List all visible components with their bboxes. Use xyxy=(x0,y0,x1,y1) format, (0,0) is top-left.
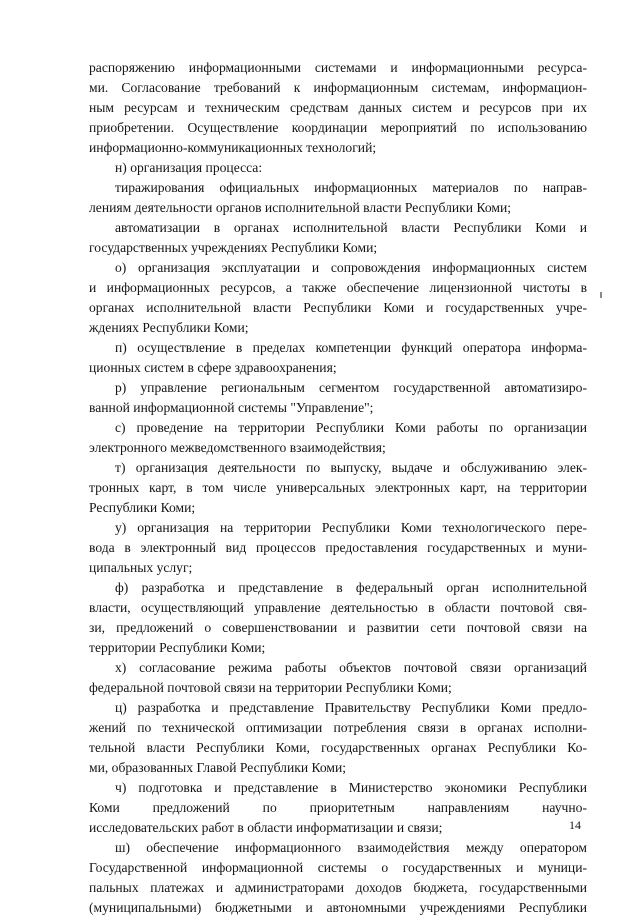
text-line: ф) разработка и представление в федеральный орган исполнительной xyxy=(115,580,587,595)
text-line: пальных платежах и администраторами доходов бюджета, государственными xyxy=(89,880,587,895)
text-line: (муниципальными) бюджетными и автономными учреждениями Республики xyxy=(89,900,587,915)
text-line: и информационных ресурсов, а также обеспечение лицензионной чистоты в xyxy=(89,280,587,295)
text-line: Республики Коми; xyxy=(89,500,196,515)
text-line: власти, осуществляющий управление деятельностью в области почтовой свя- xyxy=(89,600,587,615)
text-line: х) согласование режима работы объектов почтовой связи организаций xyxy=(115,660,587,675)
text-line: ц) разработка и представление Правительству Республики Коми предло- xyxy=(115,700,587,715)
text-line: тельной власти Республики Коми, государственных органах Республики Ко- xyxy=(89,740,587,755)
text-line: государственных учреждениях Республики Коми; xyxy=(89,240,378,255)
scan-artifact-mark xyxy=(600,292,602,298)
text-line: т) организация деятельности по выпуску, выдаче и обслуживанию элек- xyxy=(115,460,587,475)
text-line: распоряжению информационными системами и информационными ресурса- xyxy=(89,60,587,75)
text-line: ч) подготовка и представление в Министерство экономики Республики xyxy=(115,780,587,795)
text-line: п) осуществление в пределах компетенции функций оператора информа- xyxy=(115,340,587,355)
text-line: у) организация на территории Республики Коми технологического пере- xyxy=(115,520,587,535)
text-line: Коми предложений по приоритетным направлениям научно- xyxy=(89,800,587,815)
text-line: жений по технической оптимизации потребления связи в органах исполни- xyxy=(89,720,587,735)
text-line: автоматизации в органах исполнительной власти Республики Коми и xyxy=(115,220,587,235)
text-line: р) управление региональным сегментом государственной автоматизиро- xyxy=(115,380,587,395)
text-line: лениям деятельности органов исполнительной власти Республики Коми; xyxy=(89,200,512,215)
text-line: ционных систем в сфере здравоохранения; xyxy=(89,360,337,375)
text-line: ным ресурсам и техническим средствам данных систем и ресурсов при их xyxy=(89,100,587,115)
text-line: органах исполнительной власти Республики Коми и государственных учре- xyxy=(89,300,587,315)
text-line: с) проведение на территории Республики Коми работы по организации xyxy=(115,420,587,435)
text-line: ждениях Республики Коми; xyxy=(89,320,249,335)
page-number: 14 xyxy=(569,818,581,832)
text-line: электронного межведомственного взаимодействия; xyxy=(89,440,386,455)
text-line: о) организация эксплуатации и сопровождения информационных систем xyxy=(115,260,587,275)
text-line: информационно-коммуникационных технологий; xyxy=(89,140,377,155)
text-line: Государственной информационной системы о государственных и муници- xyxy=(89,860,587,875)
text-line: вода в электронный вид процессов предоставления государственных и муни- xyxy=(89,540,587,555)
text-line: ми. Согласование требований к информационным системам, информацион- xyxy=(89,80,587,95)
document-body xyxy=(89,58,587,918)
text-line: н) организация процесса: xyxy=(115,160,263,175)
text-line: тронных карт, в том числе универсальных электронных карт, на территории xyxy=(89,480,587,495)
text-line: ш) обеспечение информационного взаимодействия между оператором xyxy=(115,840,587,855)
text-line: приобретении. Осуществление координации мероприятий по использованию xyxy=(89,120,587,135)
text-line: ми, образованных Главой Республики Коми; xyxy=(89,760,347,775)
text-line: ванной информационной системы "Управление"; xyxy=(89,400,374,415)
text-line: исследовательских работ в области информатизации и связи; xyxy=(89,820,443,835)
text-line: территории Республики Коми; xyxy=(89,640,266,655)
text-line: ципальных услуг; xyxy=(89,560,193,575)
text-line: тиражирования официальных информационных материалов по направ- xyxy=(115,180,587,195)
text-line: федеральной почтовой связи на территории Республики Коми; xyxy=(89,680,452,695)
text-line: зи, предложений о совершенствовании и развитии сети почтовой связи на xyxy=(89,620,587,635)
